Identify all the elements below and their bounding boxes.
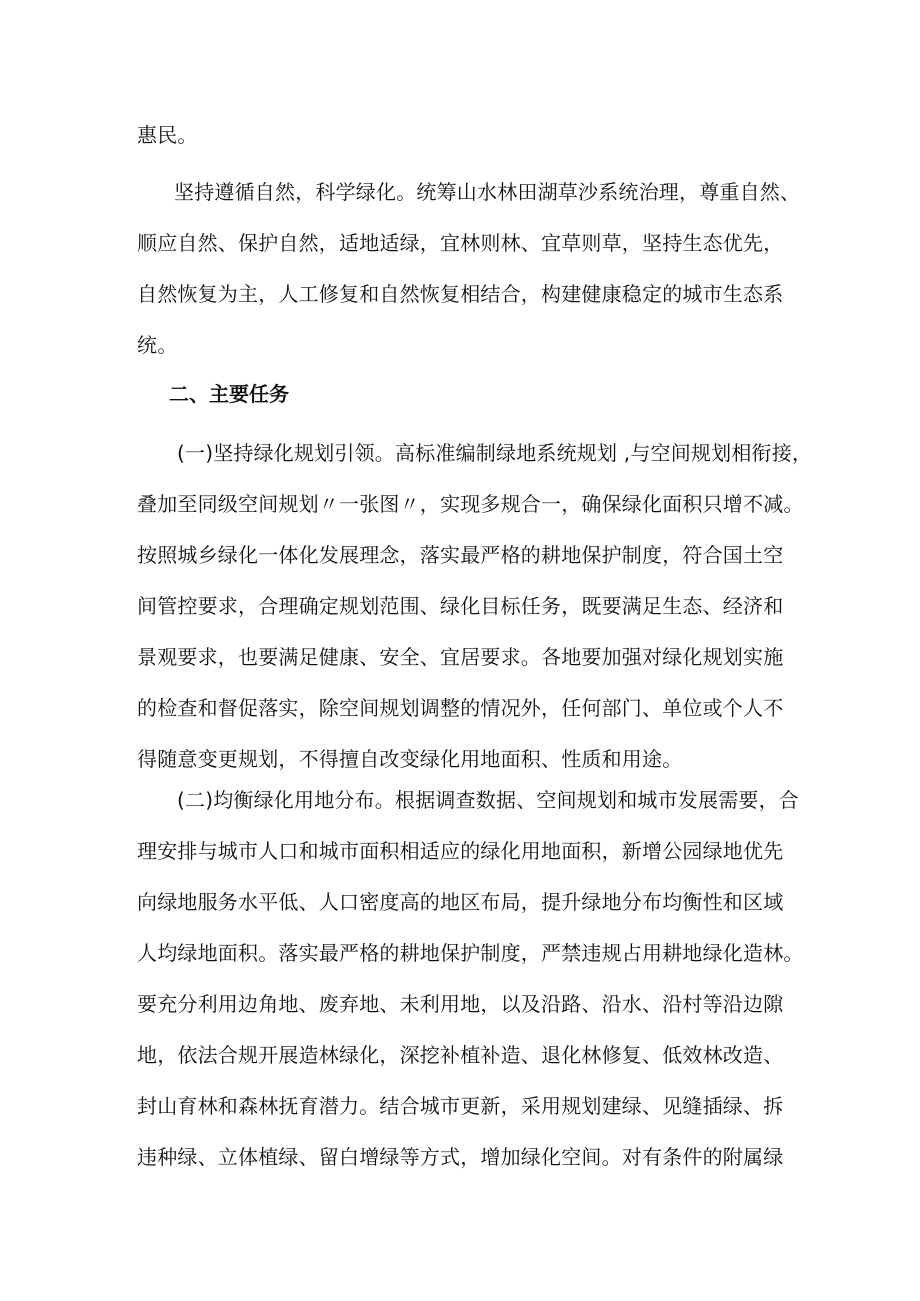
paragraph-line: 叠加至同级空间规划〃一张图〃，实现多规合一，确保绿化面积只增不减。 (137, 492, 804, 516)
paragraph-line: (二)均衡绿化用地分布。根据调查数据、空间规划和城市发展需要，合 (177, 788, 800, 812)
paragraph-line: 的检查和督促落实，除空间规划调整的情况外，任何部门、单位或个人不 (137, 696, 784, 720)
paragraph-line: 景观要求，也要满足健康、安全、宜居要求。各地要加强对绿化规划实施 (137, 645, 784, 669)
paragraph-line: 惠民。 (137, 123, 198, 147)
paragraph-line: 人均绿地面积。落实最严格的耕地保护制度，严禁违规占用耕地绿化造林。 (137, 941, 804, 965)
paragraph-line: 统。 (137, 333, 178, 357)
paragraph-line: 间管控要求，合理确定规划范围、绿化目标任务，既要满足生态、经济和 (137, 594, 784, 618)
paragraph-line: 理安排与城市人口和城市面积相适应的绿化用地面积，新增公园绿地优先 (137, 839, 784, 863)
paragraph-3 (137, 428, 813, 785)
paragraph-line: 封山育林和森林抚育潜力。结合城市更新，采用规划建绿、见缝插绿、拆 (137, 1094, 784, 1118)
paragraph-4 (137, 775, 804, 1183)
paragraph-line: 按照城乡绿化一体化发展理念，落实最严格的耕地保护制度，符合国土空 (137, 543, 784, 567)
paragraph-line: 自然恢复为主，人工修复和自然恢复相结合，构建健康稳定的城市生态系 (137, 282, 784, 306)
paragraph-2 (137, 167, 801, 371)
paragraph-line: (一)坚持绿化规划引领。高标准编制绿地系统规划 ,与空间规划相衔接， (177, 441, 813, 465)
paragraph-line: 得随意变更规划，不得擅自改变绿化用地面积、性质和用途。 (137, 747, 683, 771)
paragraph-1 (137, 110, 797, 161)
section-heading: 二、主要任务 (169, 382, 289, 406)
paragraph-line: 地，依法合规开展造林绿化，深挖补植补造、退化林修复、低效林改造、 (137, 1043, 784, 1067)
paragraph-line: 坚持遵循自然，科学绿化。统筹山水林田湖草沙系统治理，尊重自然、 (174, 180, 801, 204)
paragraph-line: 顺应自然、保护自然，适地适绿，宜林则林、宜草则草，坚持生态优先， (137, 231, 784, 255)
paragraph-line: 向绿地服务水平低、人口密度高的地区布局，提升绿地分布均衡性和区域 (137, 890, 784, 914)
paragraph-line: 要充分利用边角地、废弃地、未利用地，以及沿路、沿水、沿村等沿边隙 (137, 992, 784, 1016)
paragraph-line: 违种绿、立体植绿、留白增绿等方式，增加绿化空间。对有条件的附属绿 (137, 1145, 784, 1169)
